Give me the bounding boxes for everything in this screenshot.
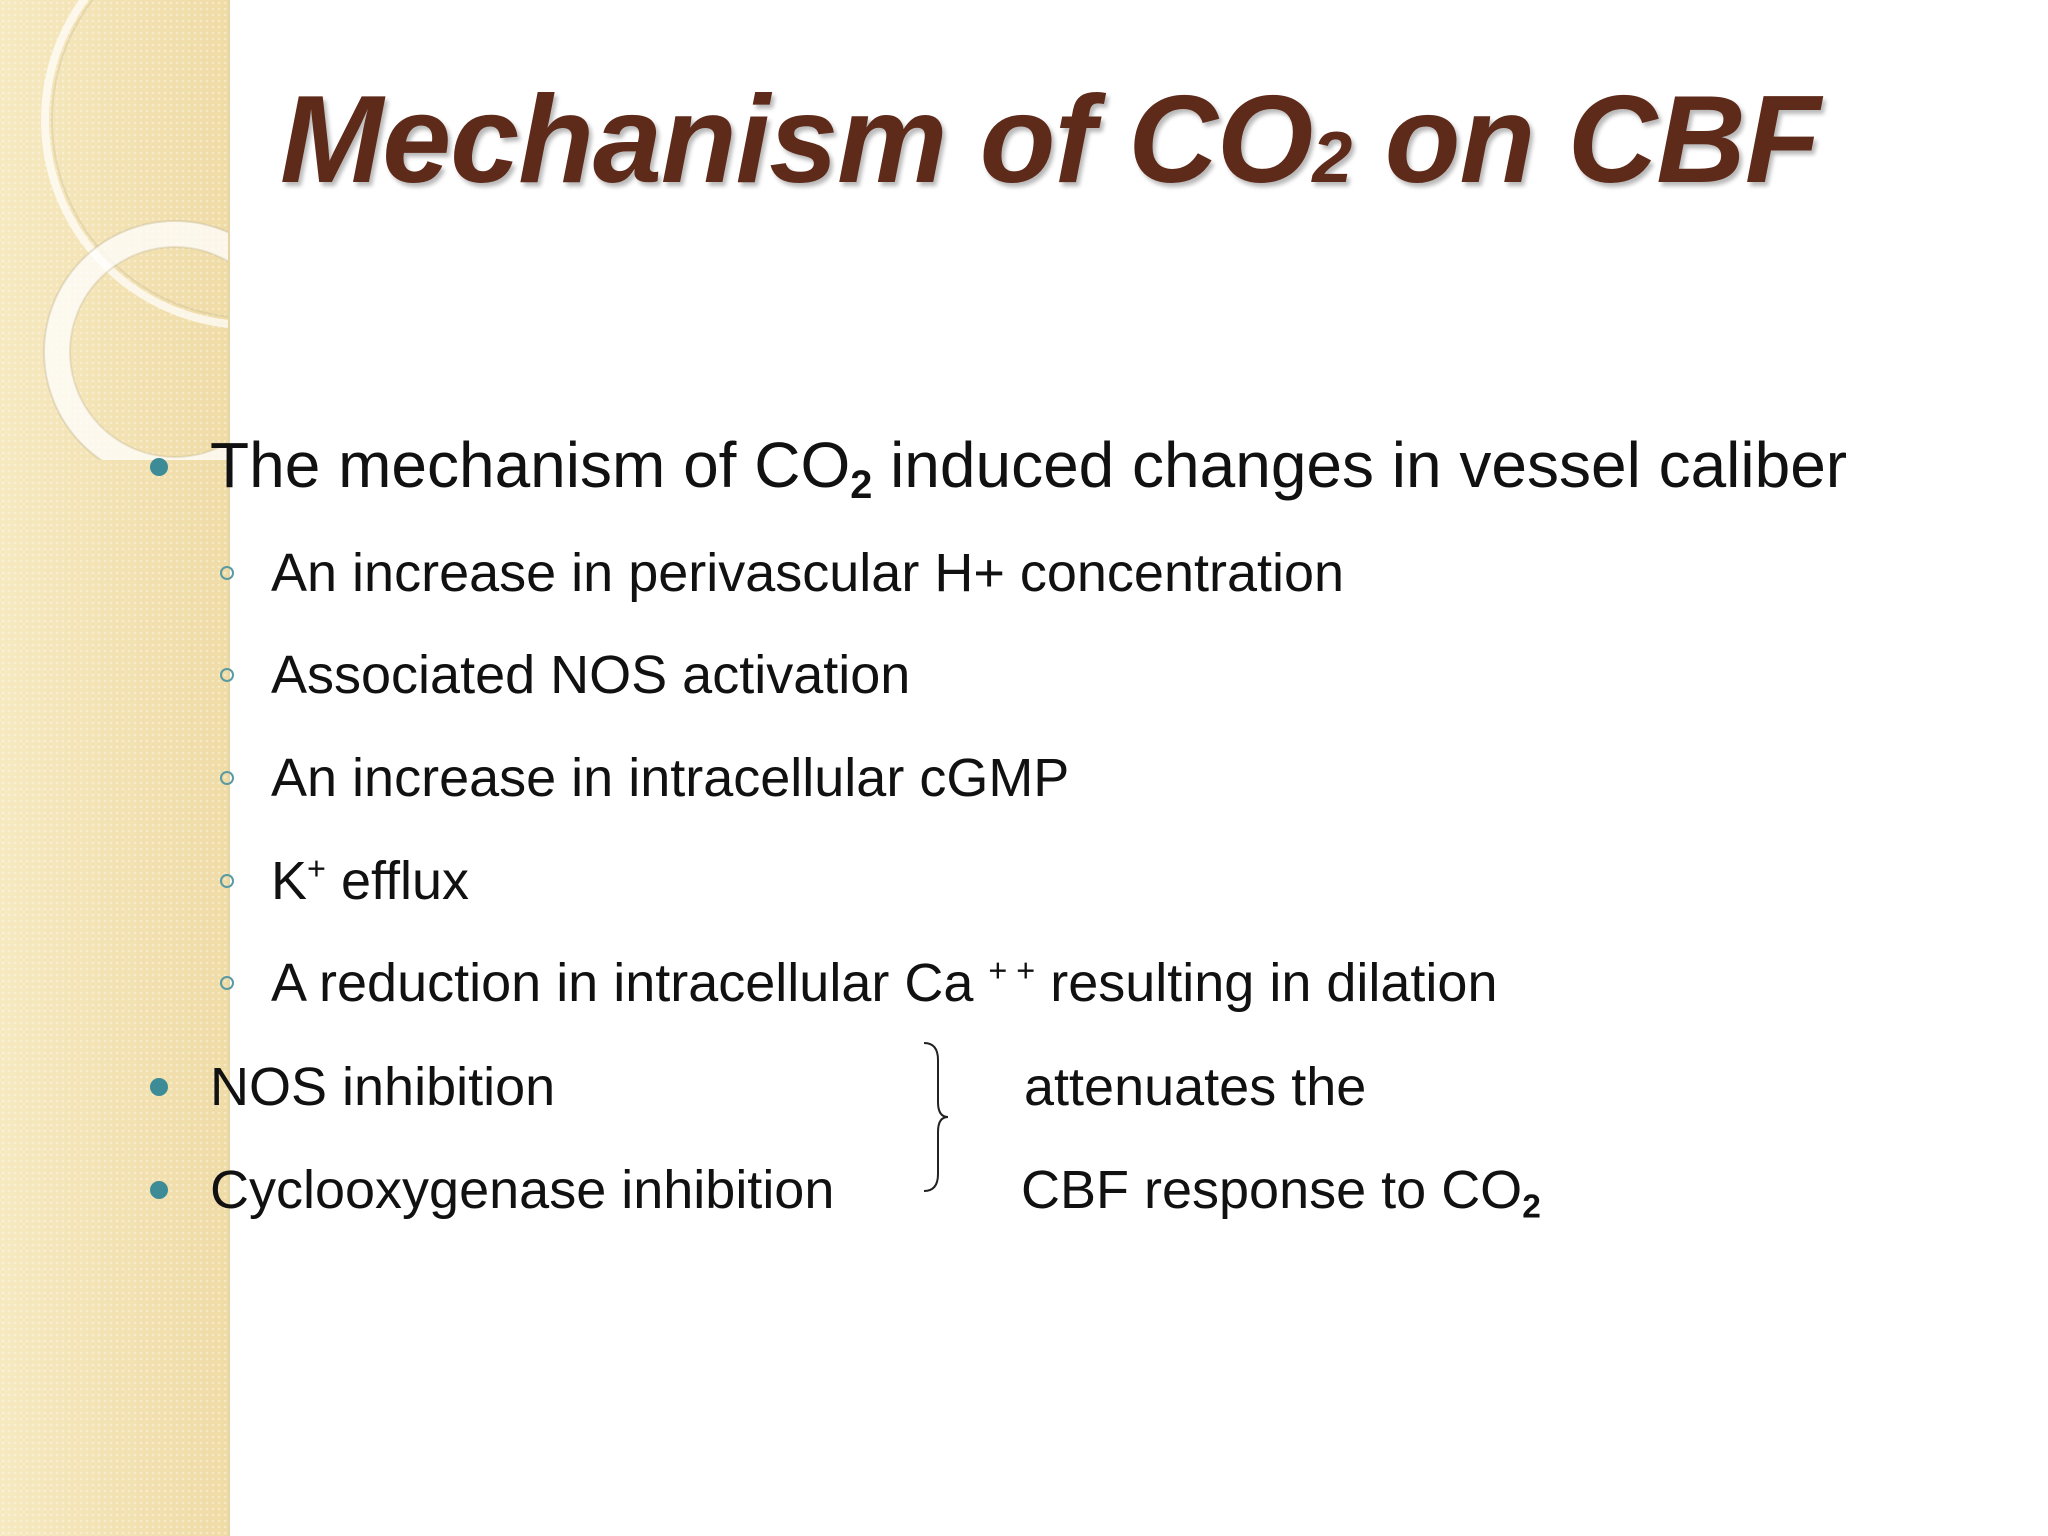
sub-bullet-marker — [220, 566, 234, 580]
main-bullet-text-after: induced changes in vessel caliber — [872, 429, 1848, 501]
bullet-dot — [150, 1181, 168, 1199]
sub-bullet-marker — [220, 668, 234, 682]
bullet-dot — [150, 1078, 168, 1096]
calcium-text-after: resulting in dilation — [1035, 953, 1498, 1013]
bullet-dot — [150, 458, 168, 476]
title-part2: on CBF — [1351, 71, 1820, 209]
sub-bullet-item — [271, 952, 1498, 1014]
sub-bullet-item: An increase in intracellular cGMP — [271, 748, 1070, 808]
sub-bullet-marker — [220, 874, 234, 888]
effect-line-2-text: CBF response to CO — [1021, 1160, 1523, 1220]
inhibitor-item: NOS inhibition — [210, 1057, 556, 1117]
k-symbol: K — [271, 851, 308, 911]
effect-line-2-subscript: 2 — [1522, 1188, 1541, 1226]
main-bullet-text-before: The mechanism of CO — [210, 429, 851, 501]
sub-bullet-item: An increase in perivascular H+ concentration — [271, 543, 1345, 603]
title-part1: Mechanism of CO — [280, 71, 1313, 209]
sub-bullet-item — [271, 850, 469, 912]
sub-bullet-marker — [220, 771, 234, 785]
efflux-text: efflux — [325, 851, 470, 911]
calcium-charge: + + — [988, 952, 1036, 989]
inhibitor-item: Cyclooxygenase inhibition — [210, 1160, 835, 1220]
main-bullet-subscript: 2 — [850, 463, 873, 508]
effect-line-2 — [1021, 1159, 1541, 1226]
title-subscript: 2 — [1312, 118, 1352, 198]
effect-line-1: attenuates the — [1024, 1057, 1367, 1117]
right-brace — [920, 1040, 950, 1195]
sub-bullet-item: Associated NOS activation — [271, 645, 911, 705]
sub-bullet-marker — [220, 976, 234, 990]
main-bullet — [210, 428, 1847, 508]
calcium-text-before: A reduction in intracellular Ca — [271, 953, 989, 1013]
k-charge: + — [307, 850, 326, 887]
